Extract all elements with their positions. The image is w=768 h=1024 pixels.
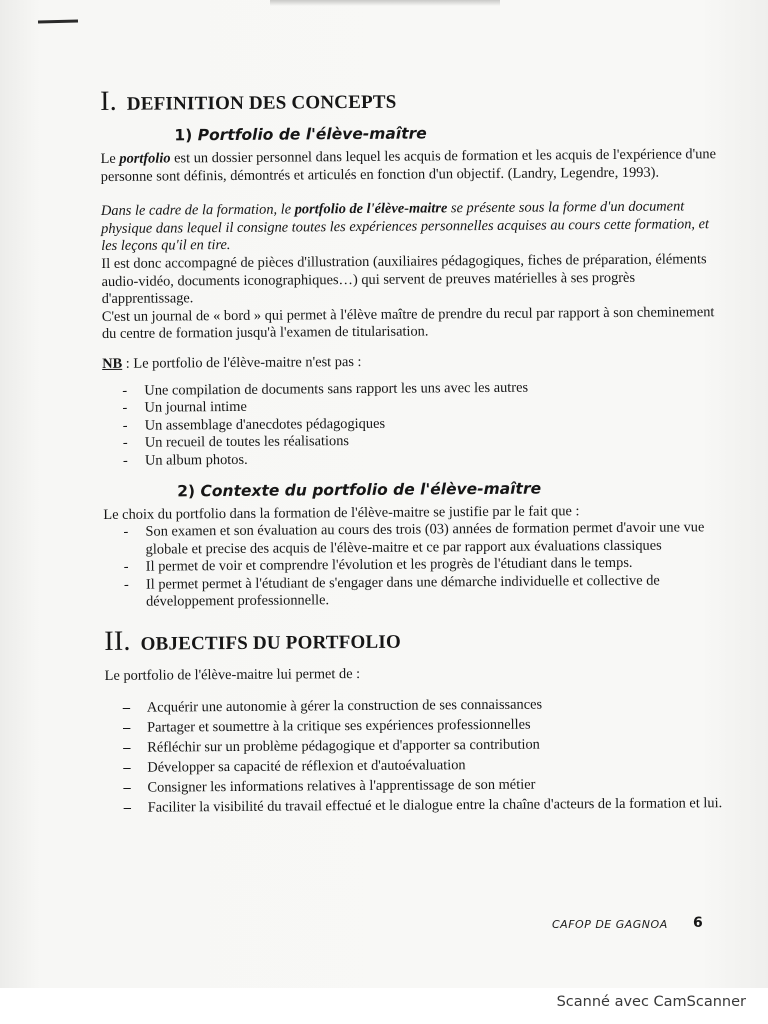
document-body <box>100 81 728 820</box>
subsection-1-number: 1) <box>174 126 193 145</box>
list-item: – Consigner les informations relatives à l'apprentissage de son métier <box>105 775 727 797</box>
context-paragraph: Dans le cadre de la formation, le portfolio de l'élève-maitre se présente sous la forme d'un document physique dans lequel il consigne toutes les expériences personnelles acquises au cours cette formation, et les leçons qu'il en tire. <box>100 198 710 255</box>
scan-shadow <box>270 0 500 6</box>
section-2-title: OBJECTIFS DU PORTFOLIO <box>140 631 401 655</box>
list-item: - Il permet de voir et comprendre l'évolution et les progrès de l'étudiant dans le temps. <box>104 554 726 576</box>
context-intro: Le choix du portfolio dans la formation de l'élève-maitre se justifie par le fait que : <box>103 502 580 523</box>
list-item: - Son examen et son évaluation au cours des trois (03) années de formation permet d'avoir une vue globale et precise des acquis de l'élève-maitre et ce par rapport aux évaluations classiques <box>103 519 725 559</box>
section-1-heading <box>100 81 722 118</box>
footer-school: CAFOP DE GAGNOA <box>552 918 668 931</box>
subsection-2-title: Contexte du portfolio de l'élève-maître <box>200 479 542 500</box>
list-item: – Partager et soumettre à la critique ses expériences professionnelles <box>105 715 727 737</box>
subsection-2-heading <box>177 478 725 500</box>
list-item: - Un album photos. <box>103 448 725 470</box>
list-item: - Un recueil de toutes les réalisations <box>103 430 725 452</box>
camscanner-watermark: Scanné avec CamScanner <box>556 994 746 1010</box>
term-portfolio: portfolio <box>119 150 171 167</box>
definition-paragraph: Le portfolio est un dossier personnel dans lequel les acquis de formation et les acquis de l'expérience d'une personne sont définis, démontrés et articulés en fonction d'un objectif. (Landry, Legendre, 1993). <box>100 146 717 185</box>
context-list <box>103 519 726 612</box>
illustration-paragraph: Il est donc accompagné de pièces d'illustration (auxiliaires pédagogiques, fiches de préparation, éléments audio-vidéo, documents iconographiques…) qui servent de preuves matérielles à ses progrès d'apprentissage. <box>101 251 707 308</box>
objectives-list <box>105 695 728 818</box>
nb-label: NB <box>102 355 123 372</box>
list-item: – Acquérir une autonomie à gérer la construction de ses connaissances <box>105 695 727 717</box>
list-item: - Il permet permet à l'étudiant de s'engager dans une démarche individuelle et collective de développement professionnelle. <box>104 572 726 612</box>
nb-line: NB : Le portfolio de l'élève-maitre n'est pas : <box>102 353 362 372</box>
term-portfolio-eleve: portfolio de l'élève-maitre <box>294 200 448 218</box>
subsection-1-heading <box>174 122 722 144</box>
list-item: - Un assemblage d'anecdotes pédagogiques <box>103 413 725 435</box>
page-number: 6 <box>693 915 703 931</box>
subsection-2-number: 2) <box>177 481 196 500</box>
journal-paragraph: C'est un journal de « bord » qui permet à l'élève maître de prendre du recul par rapport à son cheminement du centre de formation jusqu'à l'examen de titularisation. <box>101 303 715 343</box>
section-2-numeral: II. <box>104 625 131 658</box>
subsection-1-title: Portfolio de l'élève-maître <box>197 124 427 145</box>
list-item: – Réfléchir sur un problème pédagogique et d'apporter sa contribution <box>105 735 727 757</box>
list-item: – Faciliter la visibilité du travail effectué et le dialogue entre la chaîne d'acteurs de la formation et lui. <box>106 795 728 817</box>
section-1-numeral: I. <box>100 85 117 117</box>
list-item: – Développer sa capacité de réflexion et d'autoévaluation <box>105 755 727 777</box>
list-item: - Un journal intime <box>102 395 724 417</box>
list-item: - Une compilation de documents sans rapport les uns avec les autres <box>102 378 724 400</box>
section-2-heading <box>104 621 726 658</box>
section-1-title: DEFINITION DES CONCEPTS <box>126 91 397 115</box>
nb-list <box>102 378 725 471</box>
objectives-intro: Le portfolio de l'élève-maitre lui permet de : <box>104 666 361 685</box>
